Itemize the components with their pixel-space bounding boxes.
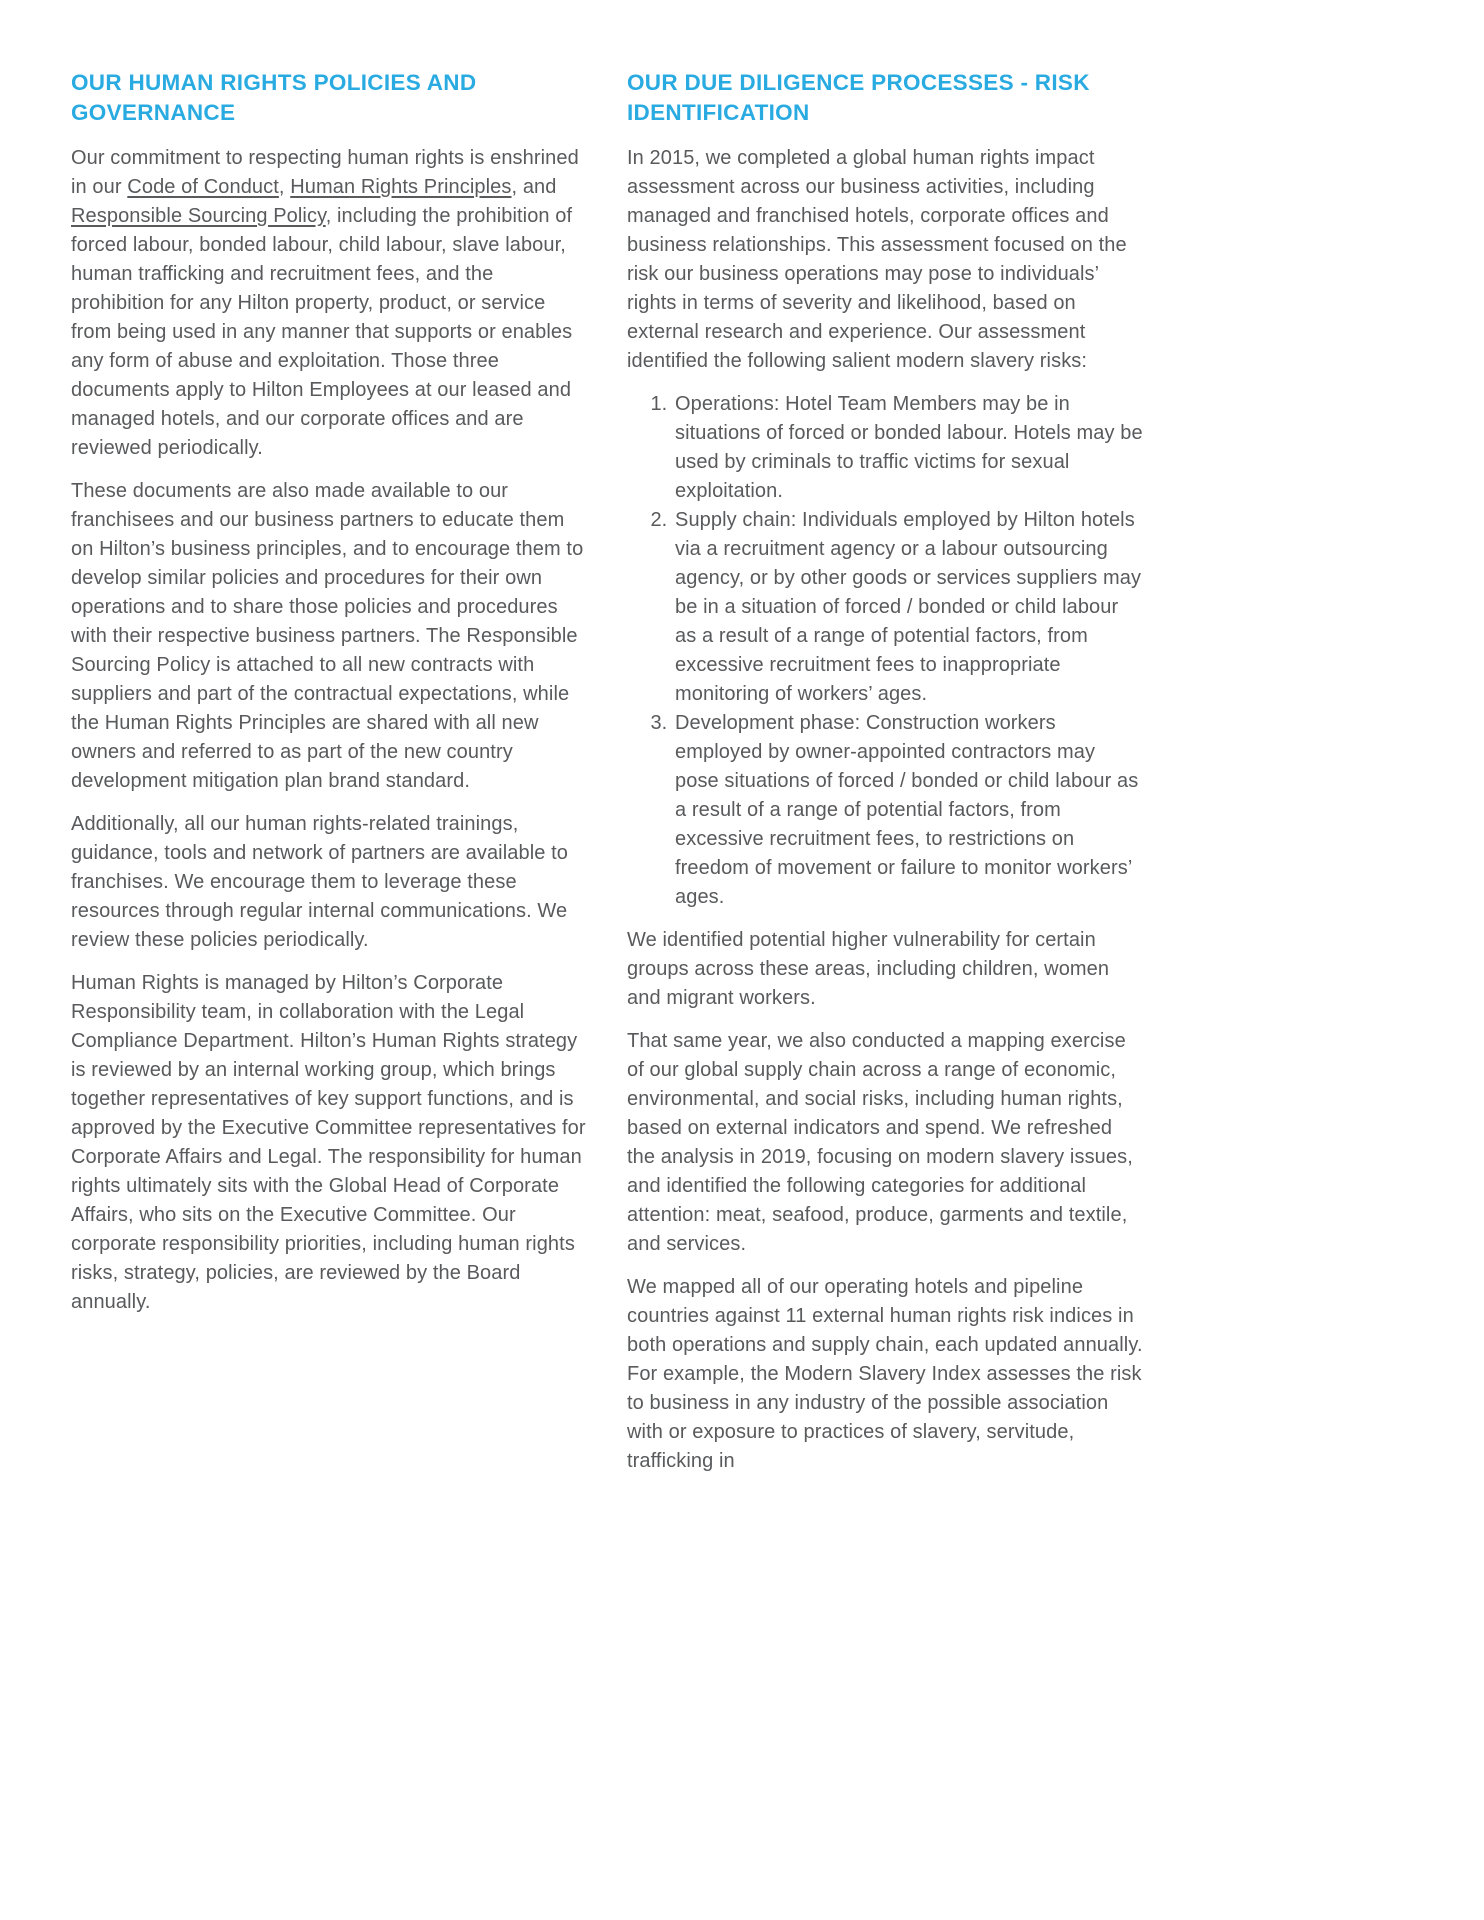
right-para-mapping-exercise: That same year, we also conducted a mapping exercise of our global supply chain across a range of economic, environmental, and social risks, including human rights, based on external indicators and spend. We refreshed the analysis in 2019, focusing on modern slavery issues, and identified the following categories for additional attention: meat, seafood, produce, garments and textile, and services. — [627, 1030, 1133, 1255]
right-para-risk-indices: We mapped all of our operating hotels and pipeline countries against 11 external human rights risk indices in both operations and supply chain, each updated annually. For example, the Modern Slavery Index assesses the risk to business in any industry of the possible association with or exposure to practices of slavery, servitude, trafficking in — [627, 1276, 1143, 1472]
responsible-sourcing-policy-link[interactable]: Responsible Sourcing Policy — [71, 205, 326, 227]
left-para-governance: Human Rights is managed by Hilton’s Corporate Responsibility team, in collaboration with the Legal Compliance Department. Hilton’s Human Rights strategy is reviewed by an internal working group, which brings together representatives of key support functions, and is approved by the Executive Committee representatives for Corporate Affairs and Legal. The responsibility for human rights ultimately sits with the Global Head of Corporate Affairs, who sits on the Executive Committee. Our corporate responsibility priorities, including human rights risks, strategy, policies, are reviewed by the Board annually. — [71, 972, 586, 1313]
left-column — [71, 68, 587, 1331]
code-of-conduct-link[interactable]: Code of Conduct — [127, 176, 279, 198]
left-column-heading: OUR HUMAN RIGHTS POLICIES AND GOVERNANCE — [71, 70, 477, 125]
left-para-trainings: Additionally, all our human rights-related trainings, guidance, tools and network of partners are available to franchises. We encourage them to leverage these resources through regular internal communications. We review these policies periodically. — [71, 813, 569, 951]
right-column — [627, 68, 1143, 1490]
paragraph-text: , and — [511, 176, 557, 198]
paragraph-text: , including the prohibition of forced labour, bonded labour, child labour, slave labour, human trafficking and recruitment fees, and the prohibition for any Hilton property, product, or service from being used in any manner that supports or enables any form of abuse and exploitation. Those three documents apply to Hilton Employees at our leased and managed hotels, and our corporate offices and are reviewed periodically. — [71, 205, 573, 459]
salient-risks-list — [627, 390, 1143, 912]
right-para-assessment: In 2015, we completed a global human rights impact assessment across our business activities, including managed and franchised hotels, corporate offices and business relationships. This assessment focused on the risk our business operations may pose to individuals’ rights in terms of severity and likelihood, based on external research and experience. Our assessment identified the following salient modern slavery risks: — [627, 147, 1127, 372]
risk-list-item-development-phase: 3. Development phase: Construction workers employed by owner-appointed contractors may pose situations of forced / bonded or child labour as a result of a range of potential factors, from excessive recruitment fees, to restrictions on freedom of movement or failure to monitor workers’ ages. — [673, 709, 1143, 912]
left-para-franchisees: These documents are also made available to our franchisees and our business partners to educate them on Hilton’s business principles, and to encourage them to develop similar policies and procedures for their own operations and to share those policies and procedures with their respective business partners. The Responsible Sourcing Policy is attached to all new contracts with suppliers and part of the contractual expectations, while the Human Rights Principles are shared with all new owners and referred to as part of the new country development mitigation plan brand standard. — [71, 480, 584, 792]
risk-list-item-operations: 1. Operations: Hotel Team Members may be in situations of forced or bonded labour. Hotels may be used by criminals to traffic victims for sexual exploitation. — [673, 390, 1143, 506]
human-rights-principles-link[interactable]: Human Rights Principles — [290, 176, 512, 198]
paragraph-text: Our commitment to respecting human rights is enshrined in our — [71, 147, 579, 198]
right-para-vulnerability: We identified potential higher vulnerability for certain groups across these areas, including children, women and migrant workers. — [627, 929, 1110, 1009]
paragraph-text: , — [278, 176, 291, 198]
left-para-policies — [71, 144, 587, 463]
right-column-heading: OUR DUE DILIGENCE PROCESSES - RISK IDENTIFICATION — [627, 70, 1090, 125]
risk-list-item-supply-chain: 2. Supply chain: Individuals employed by Hilton hotels via a recruitment agency or a labour outsourcing agency, or by other goods or services suppliers may be in a situation of forced / bonded or child labour as a result of a range of potential factors, from excessive recruitment fees to inappropriate monitoring of workers’ ages. — [673, 506, 1143, 709]
